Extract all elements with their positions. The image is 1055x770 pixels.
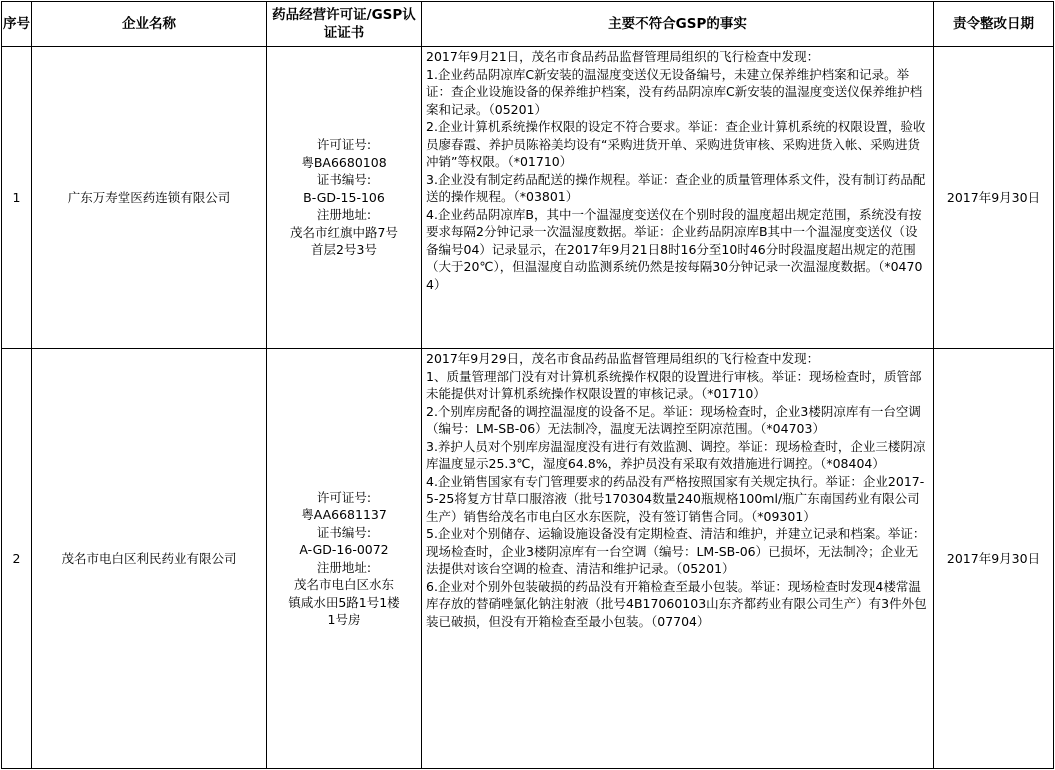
header-facts: 主要不符合GSP的事实 [422,2,934,47]
license-line: 茂名市电白区水东 [293,577,394,592]
violation-facts [422,47,934,349]
license-line: 粤BA6680108 [301,154,387,170]
license-line: 证书编号: [316,172,372,188]
license-line: 镇咸水田5路1号1楼 [288,594,400,610]
fact-paragraph: 2.企业计算机系统操作权限的设定不符合要求。举证：查企业计算机系统的权限设置，验收员廖春霞、养护员陈裕美均设有“采购进货开单、采购进货审核、采购进货入帐、采购进货冲销”等权限。（*01710） [426,119,926,169]
row-index: 1 [2,47,32,349]
rectification-deadline: 2017年9月30日 [934,349,1054,769]
gsp-violation-table [1,1,1054,769]
fact-paragraph: 1.企业药品阴凉库C新安装的温湿度变送仪无设备编号，未建立保养维护档案和记录。举证：查企业设施设备的保养维护档案，没有药品阴凉库C新安装的温湿度变送仪保养维护档案和记录。（05201） [426,66,923,117]
license-line: 注册地址: [316,559,372,575]
fact-paragraph: 1、质量管理部门没有对计算机系统操作权限的设置进行审核。举证：现场检查时，质管部未能提供对计算机系统操作权限设置的审核记录。（*01710） [426,368,922,401]
fact-paragraph: 3.企业没有制定药品配送的操作规程。举证：查企业的质量管理体系文件，没有制订药品配送的操作规程。（*03801） [426,171,926,204]
violation-facts [422,349,934,769]
license-line: 注册地址: [316,207,372,223]
fact-paragraph: 5.企业对个别储存、运输设施设备没有定期检查、清洁和维护，并建立记录和档案。举证：现场检查时，企业3楼阴凉库有一台空调（编号：LM-SB-06）已损坏，无法制冷；企业无法提供对该台空调的检查、清洁和维护记录。（05201） [426,526,926,576]
fact-paragraph: 2017年9月21日，茂名市食品药品监督管理局组织的飞行检查中发现： [426,49,820,64]
company-name: 广东万寿堂医药连锁有限公司 [32,47,267,349]
license-line: 茂名市红旗中路7号 [290,224,398,240]
license-line: 粤AA6681137 [301,507,387,522]
license-line: A-GD-16-0072 [299,542,389,557]
fact-paragraph: 4.企业销售国家有专门管理要求的药品没有严格按照国家有关规定执行。举证：企业2017-5-25将复方甘草口服溶液（批号170304数量240瓶规格100ml/瓶广东南国药业有限公司生产）销售给茂名市电白区水东医院，没有签订销售合同。（*09301） [426,473,925,524]
fact-paragraph: 2.个别库房配备的调控温湿度的设备不足。举证：现场检查时，企业3楼阴凉库有一台空调（编号：LM-SB-06）无法制冷，温度无法调控至阴凉范围。（*04703） [426,403,921,436]
license-line: 首层2号3号 [311,242,377,258]
fact-paragraph: 3.养护人员对个别库房温湿度没有进行有效监测、调控。举证：现场检查时，企业三楼阴凉库温度显示25.3℃，湿度64.8%，养护员没有采取有效措施进行调控。（*08404） [426,438,926,471]
row-index: 2 [2,349,32,769]
fact-paragraph: 2017年9月29日，茂名市食品药品监督管理局组织的飞行检查中发现： [426,351,820,366]
fact-paragraph: 6.企业对个别外包装破损的药品没有开箱检查至最小包装。举证：现场检查时发现4楼常温库存放的替硝唑氯化钠注射液（批号4B17060103山东齐都药业有限公司生产）有3件外包装已破损，但没有开箱检查至最小包装。（07704） [426,578,927,629]
license-info [267,47,422,349]
rectification-deadline: 2017年9月30日 [934,47,1054,349]
license-line: 证书编号: [316,524,372,540]
license-line: 许可证号: [316,137,372,153]
license-info [267,349,422,769]
header-license: 药品经营许可证/GSP认证证书 [267,2,422,47]
license-line: 许可证号: [316,489,372,505]
header-deadline: 责令整改日期 [934,2,1054,47]
header-company: 企业名称 [32,2,267,47]
license-line: 1号房 [327,612,361,627]
header-index: 序号 [2,2,32,47]
table-row [2,349,1054,769]
header-row [2,2,1054,47]
fact-paragraph: 4.企业药品阴凉库B，其中一个温湿度变送仪在个别时段的温度超出规定范围，系统没有按要求每隔2分钟记录一次温湿度数据。举证：企业药品阴凉库B其中一个温湿度变送仪（设备编号04）记录显示，在2017年9月21日8时16分至10时46分时段温度超出规定的范围（大于20℃），但温湿度自动监测系统仍然是按每隔30分钟记录一次温湿度数据。（*04704） [426,206,923,292]
license-line: B-GD-15-106 [303,189,385,205]
table-row [2,47,1054,349]
company-name: 茂名市电白区利民药业有限公司 [32,349,267,769]
